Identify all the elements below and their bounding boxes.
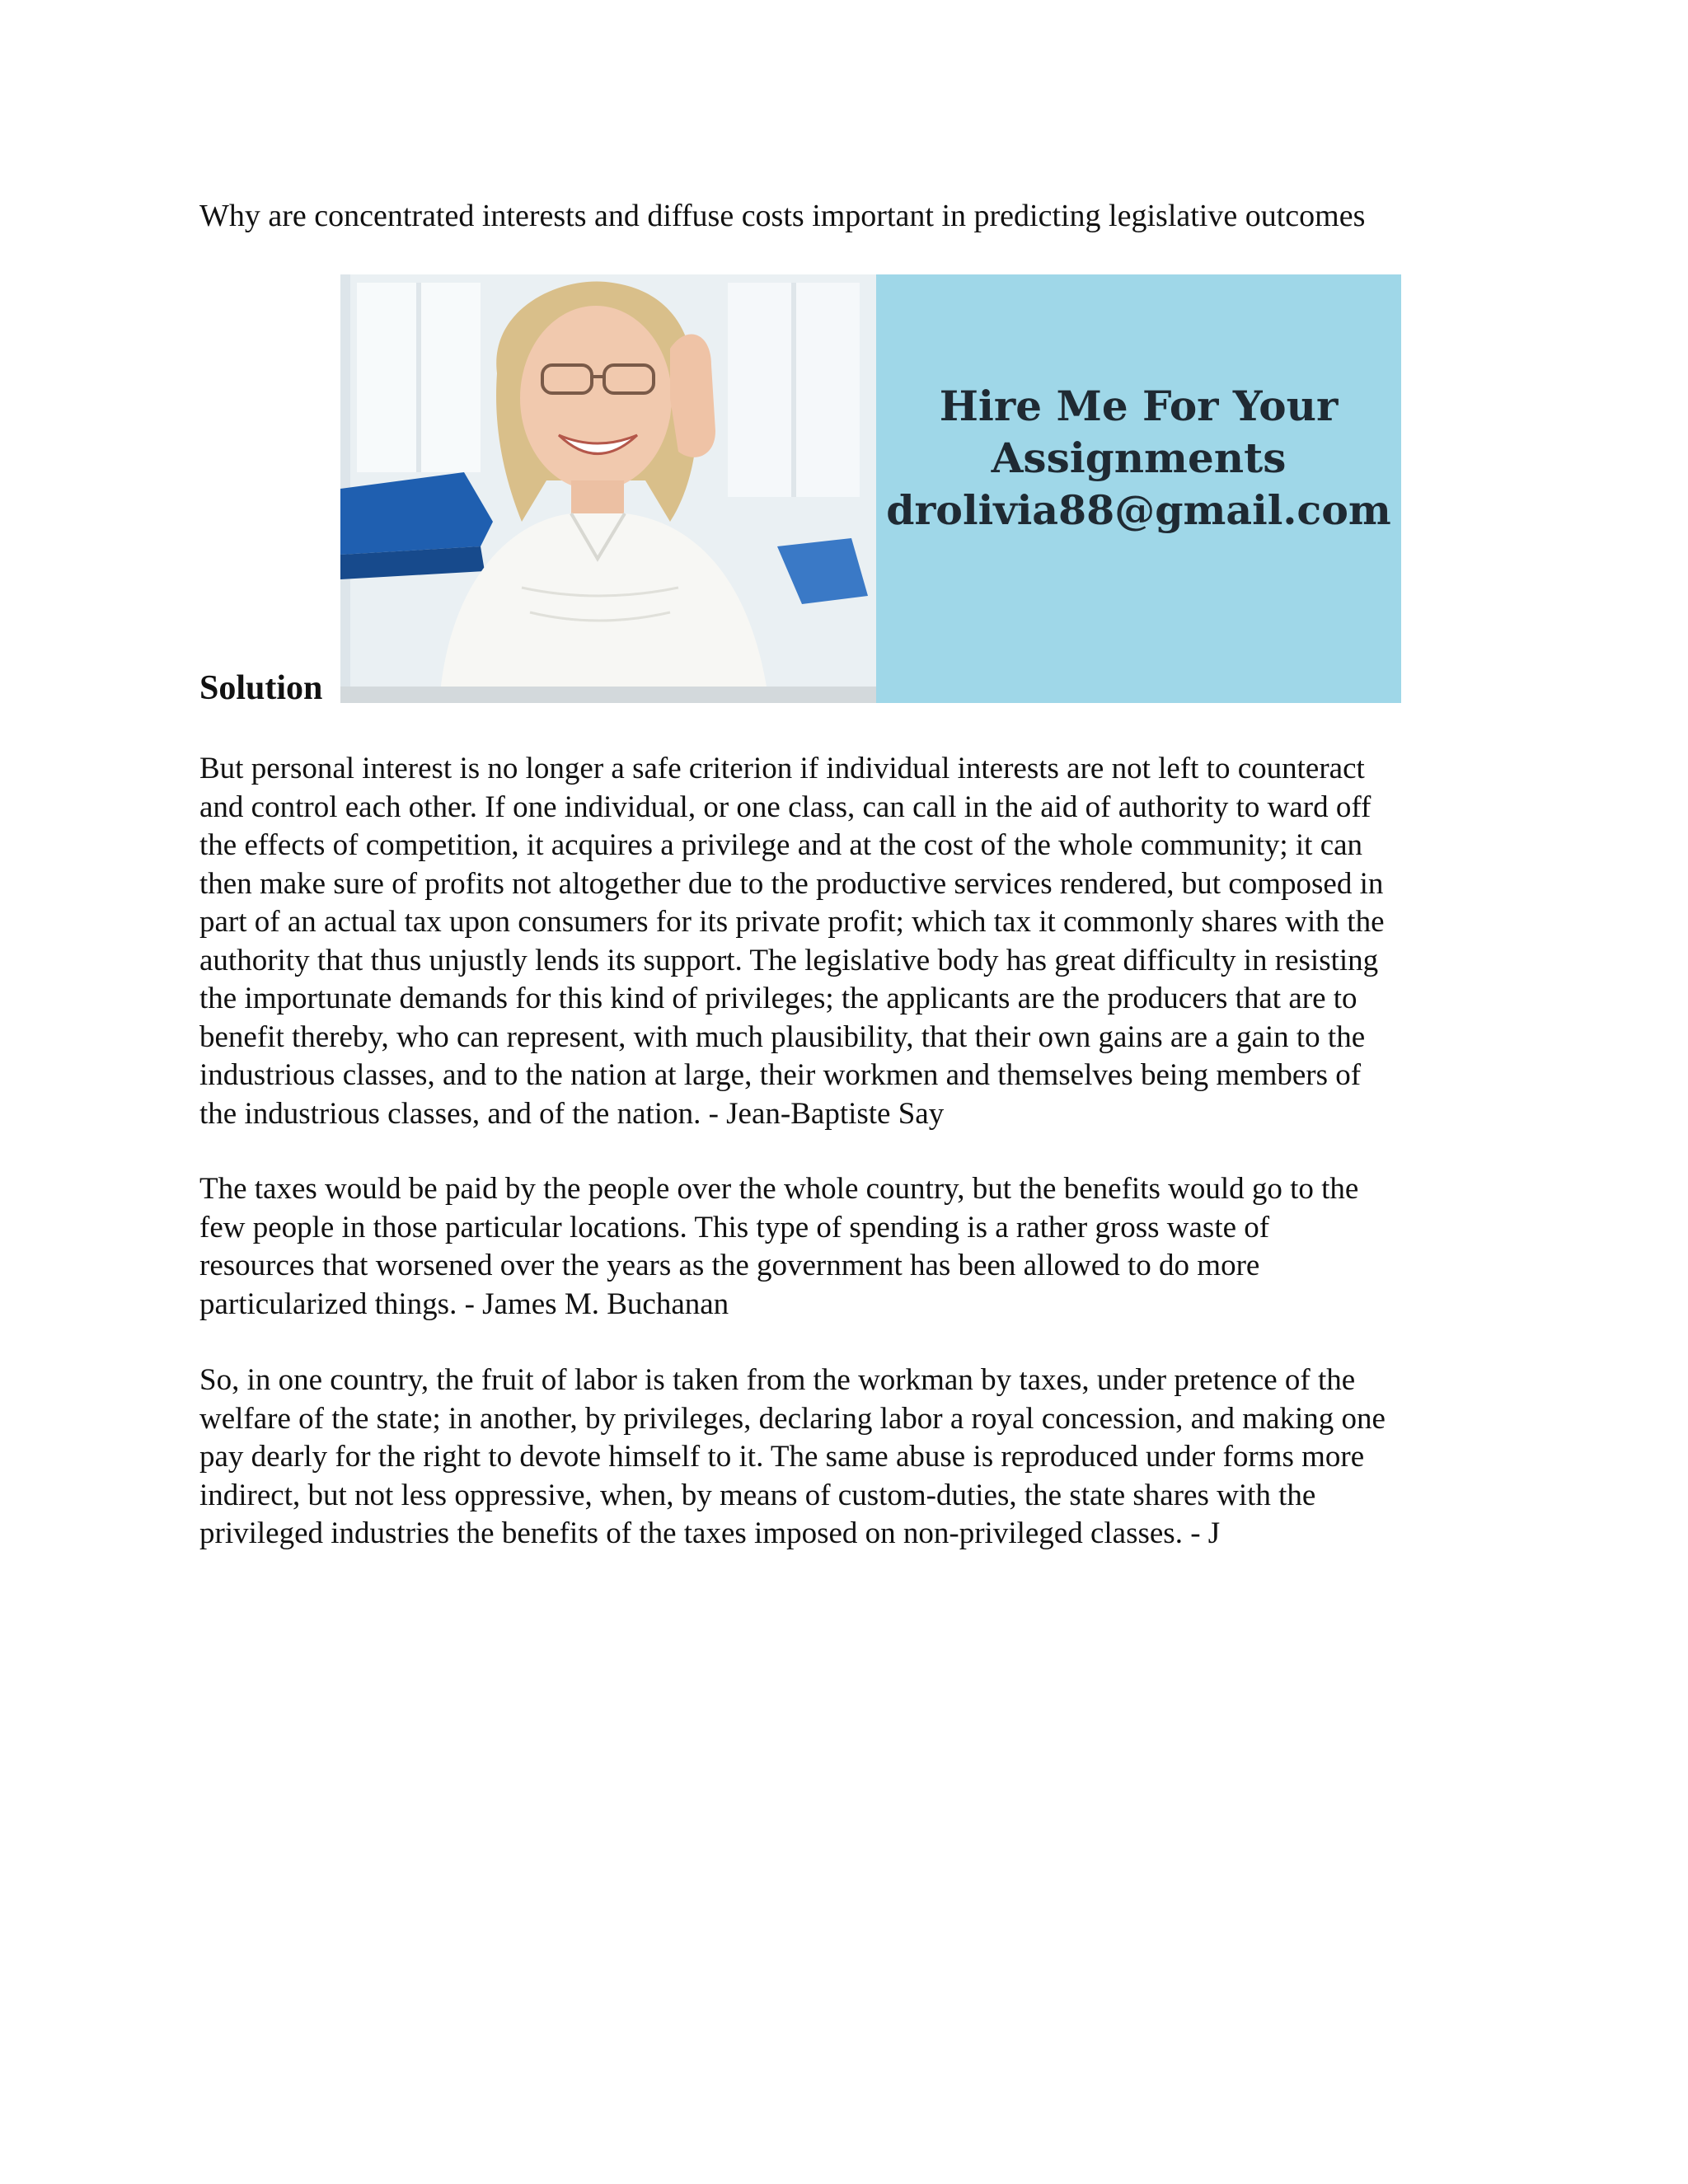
paragraph-line: benefit thereby, who can represent, with much plausibility, that their own gains are a gain to the bbox=[199, 1019, 1366, 1054]
ad-banner-image bbox=[340, 274, 1401, 703]
paragraph-3 bbox=[199, 1361, 1518, 1554]
paragraph-line: resources that worsened over the years as the government has been allowed to do more bbox=[199, 1249, 1260, 1282]
paragraph-2 bbox=[199, 1170, 1518, 1324]
paragraph-line: the importunate demands for this kind of privileges; the applicants are the producers that are to bbox=[199, 982, 1357, 1015]
paragraph-line: particularized things. - James M. Buchanan bbox=[199, 1286, 729, 1321]
paragraph-line: few people in those particular locations. This type of spending is a rather gross waste of bbox=[199, 1210, 1270, 1244]
question-text: Why are concentrated interests and diffuse costs important in predicting legislative outcomes bbox=[199, 199, 1366, 233]
paragraph-line: industrious classes, and to the nation at large, their workmen and themselves being members of bbox=[199, 1058, 1362, 1092]
paragraph-line: The taxes would be paid by the people over the whole country, but the benefits would go to the bbox=[199, 1172, 1359, 1206]
ad-headline-line-2: Assignments bbox=[991, 434, 1287, 482]
paragraph-line: So, in one country, the fruit of labor is taken from the workman by taxes, under pretence of the bbox=[199, 1363, 1356, 1397]
woman-with-glasses-photo bbox=[340, 274, 876, 703]
paragraph-line: authority that thus unjustly lends its support. The legislative body has great difficulty in resisting bbox=[199, 943, 1379, 977]
ad-text-panel bbox=[876, 274, 1401, 703]
paragraph-line: welfare of the state; in another, by privileges, declaring labor a royal concession, and making one bbox=[199, 1401, 1386, 1436]
paragraph-line: privileged industries the benefits of the taxes imposed on non-privileged classes. - J bbox=[199, 1516, 1221, 1550]
paragraph-line: But personal interest is no longer a safe criterion if individual interests are not left to counteract bbox=[199, 752, 1365, 785]
ad-headline-line-1: Hire Me For Your bbox=[939, 382, 1339, 430]
paragraph-line: and control each other. If one individual, or one class, can call in the aid of authority to ward off bbox=[199, 790, 1372, 824]
paragraph-1 bbox=[199, 750, 1518, 1133]
ad-email: drolivia88@gmail.com bbox=[886, 486, 1391, 534]
paragraph-line: the effects of competition, it acquires a privilege and at the cost of the whole community; it can bbox=[199, 828, 1363, 862]
solution-heading: Solution bbox=[199, 669, 323, 707]
paragraph-line: indirect, but not less oppressive, when, by means of custom-duties, the state shares with the bbox=[199, 1478, 1316, 1512]
paragraph-line: the industrious classes, and of the nation. - Jean-Baptiste Say bbox=[199, 1096, 945, 1131]
paragraph-line: pay dearly for the right to devote himself to it. The same abuse is reproduced under forms more bbox=[199, 1440, 1365, 1474]
paragraph-line: part of an actual tax upon consumers for its private profit; which tax it commonly shares with the bbox=[199, 905, 1385, 939]
paragraph-line: then make sure of profits not altogether due to the productive services rendered, but composed in bbox=[199, 866, 1384, 901]
